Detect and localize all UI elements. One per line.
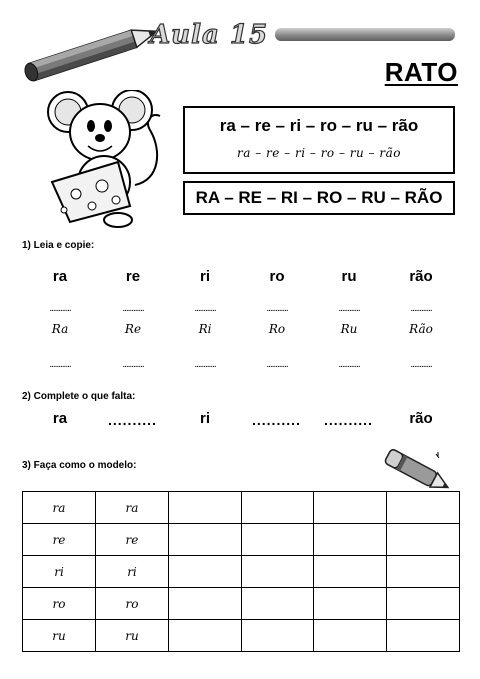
answer-cell[interactable] [314,620,387,652]
copy-line[interactable]: ............ [266,303,288,314]
answer-cell[interactable] [314,588,387,620]
complete-item-ra: ra [52,410,68,427]
copy-line[interactable]: ............ [122,359,144,370]
complete-item-ri: ri [199,410,210,427]
cursive-syllable-ra: Ra [51,322,69,336]
answer-cell[interactable] [314,492,387,524]
copy-line[interactable]: ............ [410,303,432,314]
syllables-box [183,106,455,174]
copy-line[interactable]: ............ [194,303,216,314]
answer-cell[interactable] [168,556,241,588]
header-bar [275,28,455,41]
syllable-ra: ra [52,268,68,285]
syllable-ru: ru [341,268,357,285]
cursive-syllable-ru: Ru [340,322,358,336]
table-row [23,492,460,524]
table-row [23,524,460,556]
page-title: RATO [384,57,458,87]
syllable-rao: rão [409,268,433,285]
mouse-illustration [40,90,170,230]
complete-item-rao: rão [409,410,433,427]
model-cell: re [23,524,96,556]
answer-cell[interactable] [387,620,460,652]
pencil-eraser-illustration [378,446,456,496]
answer-cell[interactable] [168,492,241,524]
answer-cell[interactable] [168,524,241,556]
complete-blank[interactable]: .......... [108,412,157,428]
exercise3-label: 3) Faça como o modelo: [22,460,137,471]
model-cell: ra [95,492,168,524]
copy-line[interactable]: ............ [266,359,288,370]
model-cell: re [95,524,168,556]
complete-blank[interactable]: .......... [252,412,301,428]
cursive-syllable-rao: Rão [409,322,433,336]
answer-cell[interactable] [387,588,460,620]
model-cell: ri [23,556,96,588]
model-cell: ru [95,620,168,652]
copy-line[interactable]: ............ [338,303,360,314]
answer-cell[interactable] [387,524,460,556]
syllable-ro: ro [269,268,285,285]
exercise2-label: 2) Complete o que falta: [22,391,136,402]
model-cell: ra [23,492,96,524]
complete-blank[interactable]: .......... [324,412,373,428]
copy-line[interactable]: ............ [122,303,144,314]
answer-cell[interactable] [168,620,241,652]
copy-line[interactable]: ............ [49,303,71,314]
copy-line[interactable]: ............ [410,359,432,370]
cursive-syllable-ri: Ri [198,322,212,336]
model-table [22,491,460,652]
model-cell: ro [95,588,168,620]
pencil-illustration [10,12,170,82]
model-cell: ro [23,588,96,620]
cursive-syllable-re: Re [124,322,142,336]
answer-cell[interactable] [241,588,314,620]
answer-cell[interactable] [241,492,314,524]
answer-cell[interactable] [168,588,241,620]
answer-cell[interactable] [241,556,314,588]
copy-line[interactable]: ............ [194,359,216,370]
copy-line[interactable]: ............ [49,359,71,370]
cursive-syllable-ro: Ro [268,322,286,336]
syllables-caps-box: RA – RE – RI – RO – RU – RÃO [183,181,455,215]
model-cell: ri [95,556,168,588]
answer-cell[interactable] [314,524,387,556]
table-row [23,620,460,652]
answer-cell[interactable] [241,524,314,556]
answer-cell[interactable] [387,492,460,524]
answer-cell[interactable] [314,556,387,588]
copy-line[interactable]: ............ [338,359,360,370]
table-row [23,556,460,588]
answer-cell[interactable] [241,620,314,652]
syllables-cursive: ra – re – ri – ro – ru – rão [237,146,401,160]
syllable-re: re [125,268,141,285]
syllables-print: ra – re – ri – ro – ru – rão [219,116,419,135]
model-cell: ru [23,620,96,652]
lesson-title: Aula 15 [150,20,269,50]
exercise1-label: 1) Leia e copie: [22,240,95,251]
syllable-ri: ri [199,268,210,285]
table-row [23,588,460,620]
answer-cell[interactable] [387,556,460,588]
